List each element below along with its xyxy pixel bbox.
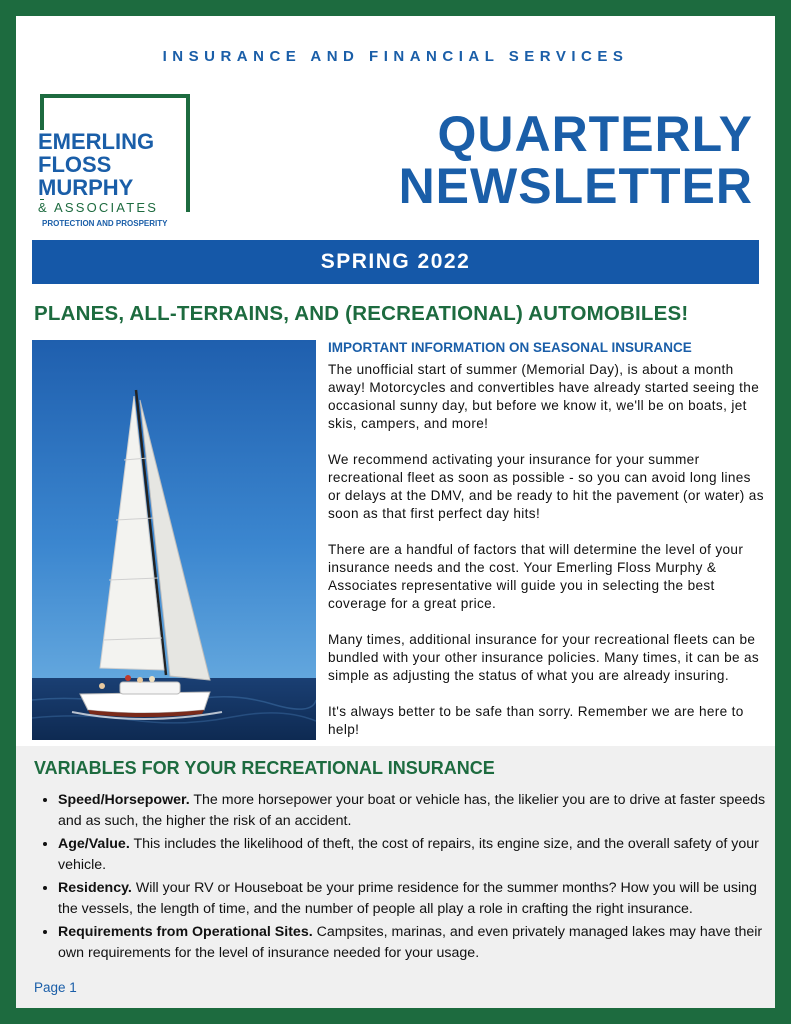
title-line-2: NEWSLETTER	[398, 158, 753, 214]
newsletter-page	[16, 16, 775, 1008]
article-headline: PLANES, ALL-TERRAINS, AND (RECREATIONAL) AUTOMOBILES!	[34, 302, 689, 325]
variable-term: Age/Value.	[58, 836, 130, 852]
article-paragraph: There are a handful of factors that will determine the level of your insurance needs and the cost. Your Emerling Floss Murphy & Associates representative will guide you in selecting the best coverage for a great price.	[328, 542, 744, 611]
list-item	[58, 790, 775, 832]
list-item	[58, 878, 775, 920]
tagline: INSURANCE AND FINANCIAL SERVICES	[162, 48, 629, 65]
list-item	[58, 834, 775, 876]
article-subhead: IMPORTANT INFORMATION ON SEASONAL INSURANCE	[328, 340, 692, 355]
logo-motto: PROTECTION AND PROSPERITY	[42, 219, 168, 228]
article-paragraph: We recommend activating your insurance for your summer recreational fleet as soon as possible - so you can avoid long lines or delays at the DMV, and be ready to hit the pavement (or water) as soon as that first perfect day hits!	[328, 452, 764, 521]
variable-term: Speed/Horsepower.	[58, 792, 190, 808]
season-banner: SPRING 2022	[32, 240, 759, 284]
variable-term: Residency.	[58, 880, 132, 896]
variable-text: This includes the likelihood of theft, the cost of repairs, its engine size, and the overall safety of your vehicle.	[58, 836, 759, 873]
sailboat-image	[32, 340, 316, 740]
logo-line-1: EMERLING	[38, 129, 155, 154]
article-paragraph: It's always better to be safe than sorry. Remember we are here to help!	[328, 704, 744, 737]
article-body	[328, 340, 764, 757]
page-number: Page 1	[34, 980, 77, 995]
article-paragraph: The unofficial start of summer (Memorial Day), is about a month away! Motorcycles and convertibles have already started seeing the occasional sunny day, but before we know it, we'll be on boats, jet skis, campers, and more!	[328, 362, 760, 431]
sailboat-photo	[32, 340, 316, 740]
variables-section	[16, 746, 775, 1008]
list-item	[58, 922, 775, 964]
variables-list	[36, 790, 775, 966]
logo-line-2: FLOSS	[38, 152, 112, 177]
company-logo	[38, 94, 198, 234]
variables-title: VARIABLES FOR YOUR RECREATIONAL INSURANCE	[34, 758, 495, 778]
article-paragraph: Many times, additional insurance for your recreational fleets can be bundled with your other insurance policies. Many times, it can be as simple as adjusting the status of what you are already insuring.	[328, 632, 760, 683]
logo-line-3: MURPHY	[38, 175, 134, 200]
variable-term: Requirements from Operational Sites.	[58, 924, 313, 940]
logo-associates: & ASSOCIATES	[38, 200, 159, 215]
variable-text: The more horsepower your boat or vehicle has, the likelier you are to drive at faster speeds and as such, the higher the risk of an accident.	[58, 792, 766, 829]
variable-text: Campsites, marinas, and even privately managed lakes may have their own requirements for the level of insurance needed for your usage.	[58, 924, 763, 961]
logo-name	[38, 130, 158, 199]
newsletter-title	[399, 108, 753, 212]
variable-text: Will your RV or Houseboat be your prime residence for the summer months? How you will be using the vessels, the length of time, and the number of people all play a role in crafting the right insurance.	[58, 880, 757, 917]
title-line-1: QUARTERLY	[437, 106, 753, 162]
